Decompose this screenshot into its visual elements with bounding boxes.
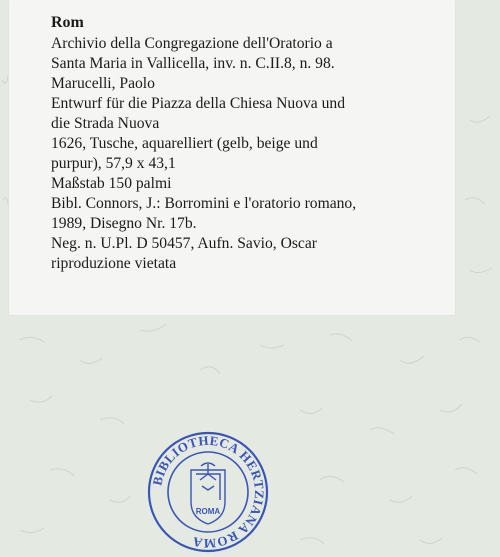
card-line: Archivio della Congregazione dell'Oratorio a [51, 35, 333, 52]
catalog-text [51, 13, 451, 274]
card-line: Santa Maria in Vallicella, inv. n. C.II.8, n. 98. [51, 55, 335, 72]
card-line: Maßstab 150 palmi [51, 175, 172, 192]
card-line: 1989, Disegno Nr. 17b. [51, 215, 197, 232]
card-line: riproduzione vietata [51, 255, 177, 272]
stamp-ring-text: BIBLIOTHECA HERTZIANA ROMA [149, 432, 268, 552]
card-heading: Rom [51, 14, 84, 31]
card-line: Neg. n. U.Pl. D 50457, Aufn. Savio, Oscar [51, 235, 317, 252]
library-stamp [146, 430, 270, 554]
card-line: 1626, Tusche, aquarelliert (gelb, beige und [51, 135, 318, 152]
stamp-inner-text: ROMA [195, 507, 221, 516]
card-line: Entwurf für die Piazza della Chiesa Nuova und [51, 95, 346, 112]
card-line: die Strada Nuova [51, 115, 160, 132]
card-line: Marucelli, Paolo [51, 75, 155, 92]
card-line: Bibl. Connors, J.: Borromini e l'oratorio romano, [51, 195, 357, 212]
card-line: purpur), 57,9 x 43,1 [51, 155, 176, 172]
